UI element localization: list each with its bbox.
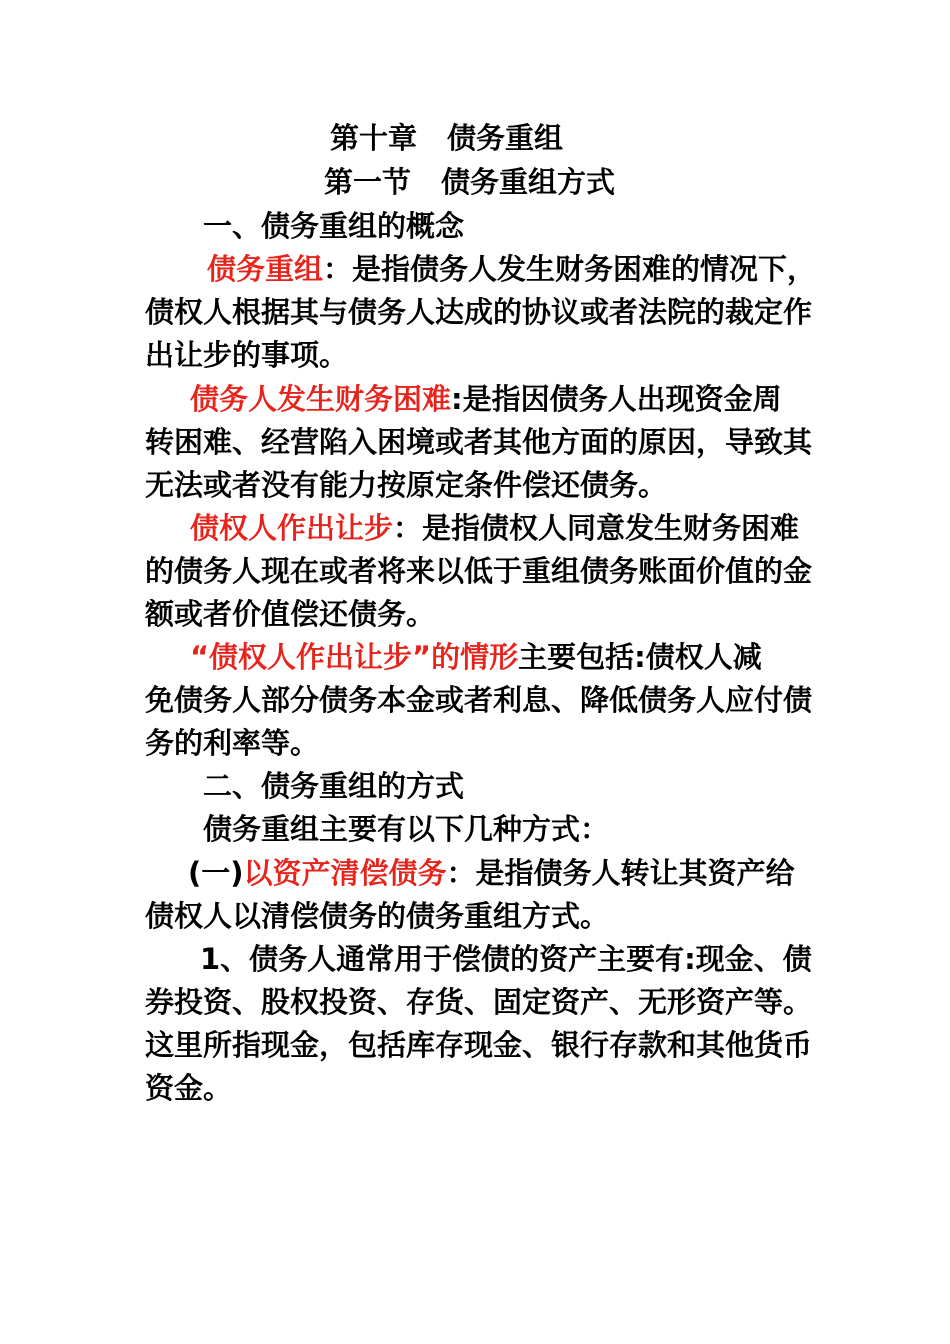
item1-line1: 1、债务人通常用于偿债的资产主要有:现金、债 [200, 942, 812, 976]
def3-line2: 的债务人现在或者将来以低于重组债务账面价值的金 [145, 554, 813, 588]
section-name: 债务重组方式 [441, 165, 616, 199]
def3-line3: 额或者价值偿还债务。 [145, 597, 436, 631]
item1-line4: 资金。 [145, 1071, 233, 1105]
def4-line3: 务的利率等。 [145, 726, 320, 760]
def1-term: 债务重组 [207, 252, 324, 286]
section-number: 第一节 [324, 165, 412, 199]
def3-line1: 债权人作出让步：是指债权人同意发生财务困难 [190, 511, 800, 545]
def2-line2: 转困难、经营陷入困境或者其他方面的原因，导致其 [145, 425, 813, 459]
item1-line2: 券投资、股权投资、存货、固定资产、无形资产等。 [145, 985, 813, 1019]
def4-line1: “债权人作出让步”的情形主要包括:债权人减 [190, 640, 762, 674]
def1-line2: 债权人根据其与债务人达成的协议或者法院的裁定作 [145, 295, 813, 329]
section-title [324, 162, 724, 202]
def2-line1: 债务人发生财务困难:是指因债务人出现资金周 [190, 382, 782, 416]
way1-line2: 债权人以清偿债务的债务重组方式。 [145, 899, 610, 933]
def2-line3: 无法或者没有能力按原定条件偿还债务。 [145, 468, 668, 502]
def1-line1: 债务重组：是指债务人发生财务困难的情况下， [207, 252, 817, 286]
way1-line1: (一)以资产清偿债务：是指债务人转让其资产给 [188, 856, 795, 890]
item1-line3: 这里所指现金，包括库存现金、银行存款和其他货币 [145, 1028, 813, 1062]
part1-heading: 一、债务重组的概念 [203, 209, 465, 243]
chapter-name: 债务重组 [447, 121, 564, 155]
part2-intro: 债务重组主要有以下几种方式： [203, 812, 610, 846]
way1-prefix: (一) [188, 856, 244, 890]
def4-term: “债权人作出让步”的情形 [190, 640, 519, 674]
way1-term: 以资产清偿债务 [243, 856, 447, 890]
chapter-number: 第十章 [330, 121, 418, 155]
def3-term: 债权人作出让步 [190, 511, 394, 545]
def4-line2: 免债务人部分债务本金或者利息、降低债务人应付债 [145, 683, 813, 717]
def1-line3: 出让步的事项。 [145, 338, 349, 372]
chapter-title [330, 118, 730, 158]
part2-heading: 二、债务重组的方式 [203, 769, 465, 803]
def2-term: 债务人发生财务困难 [190, 382, 452, 416]
